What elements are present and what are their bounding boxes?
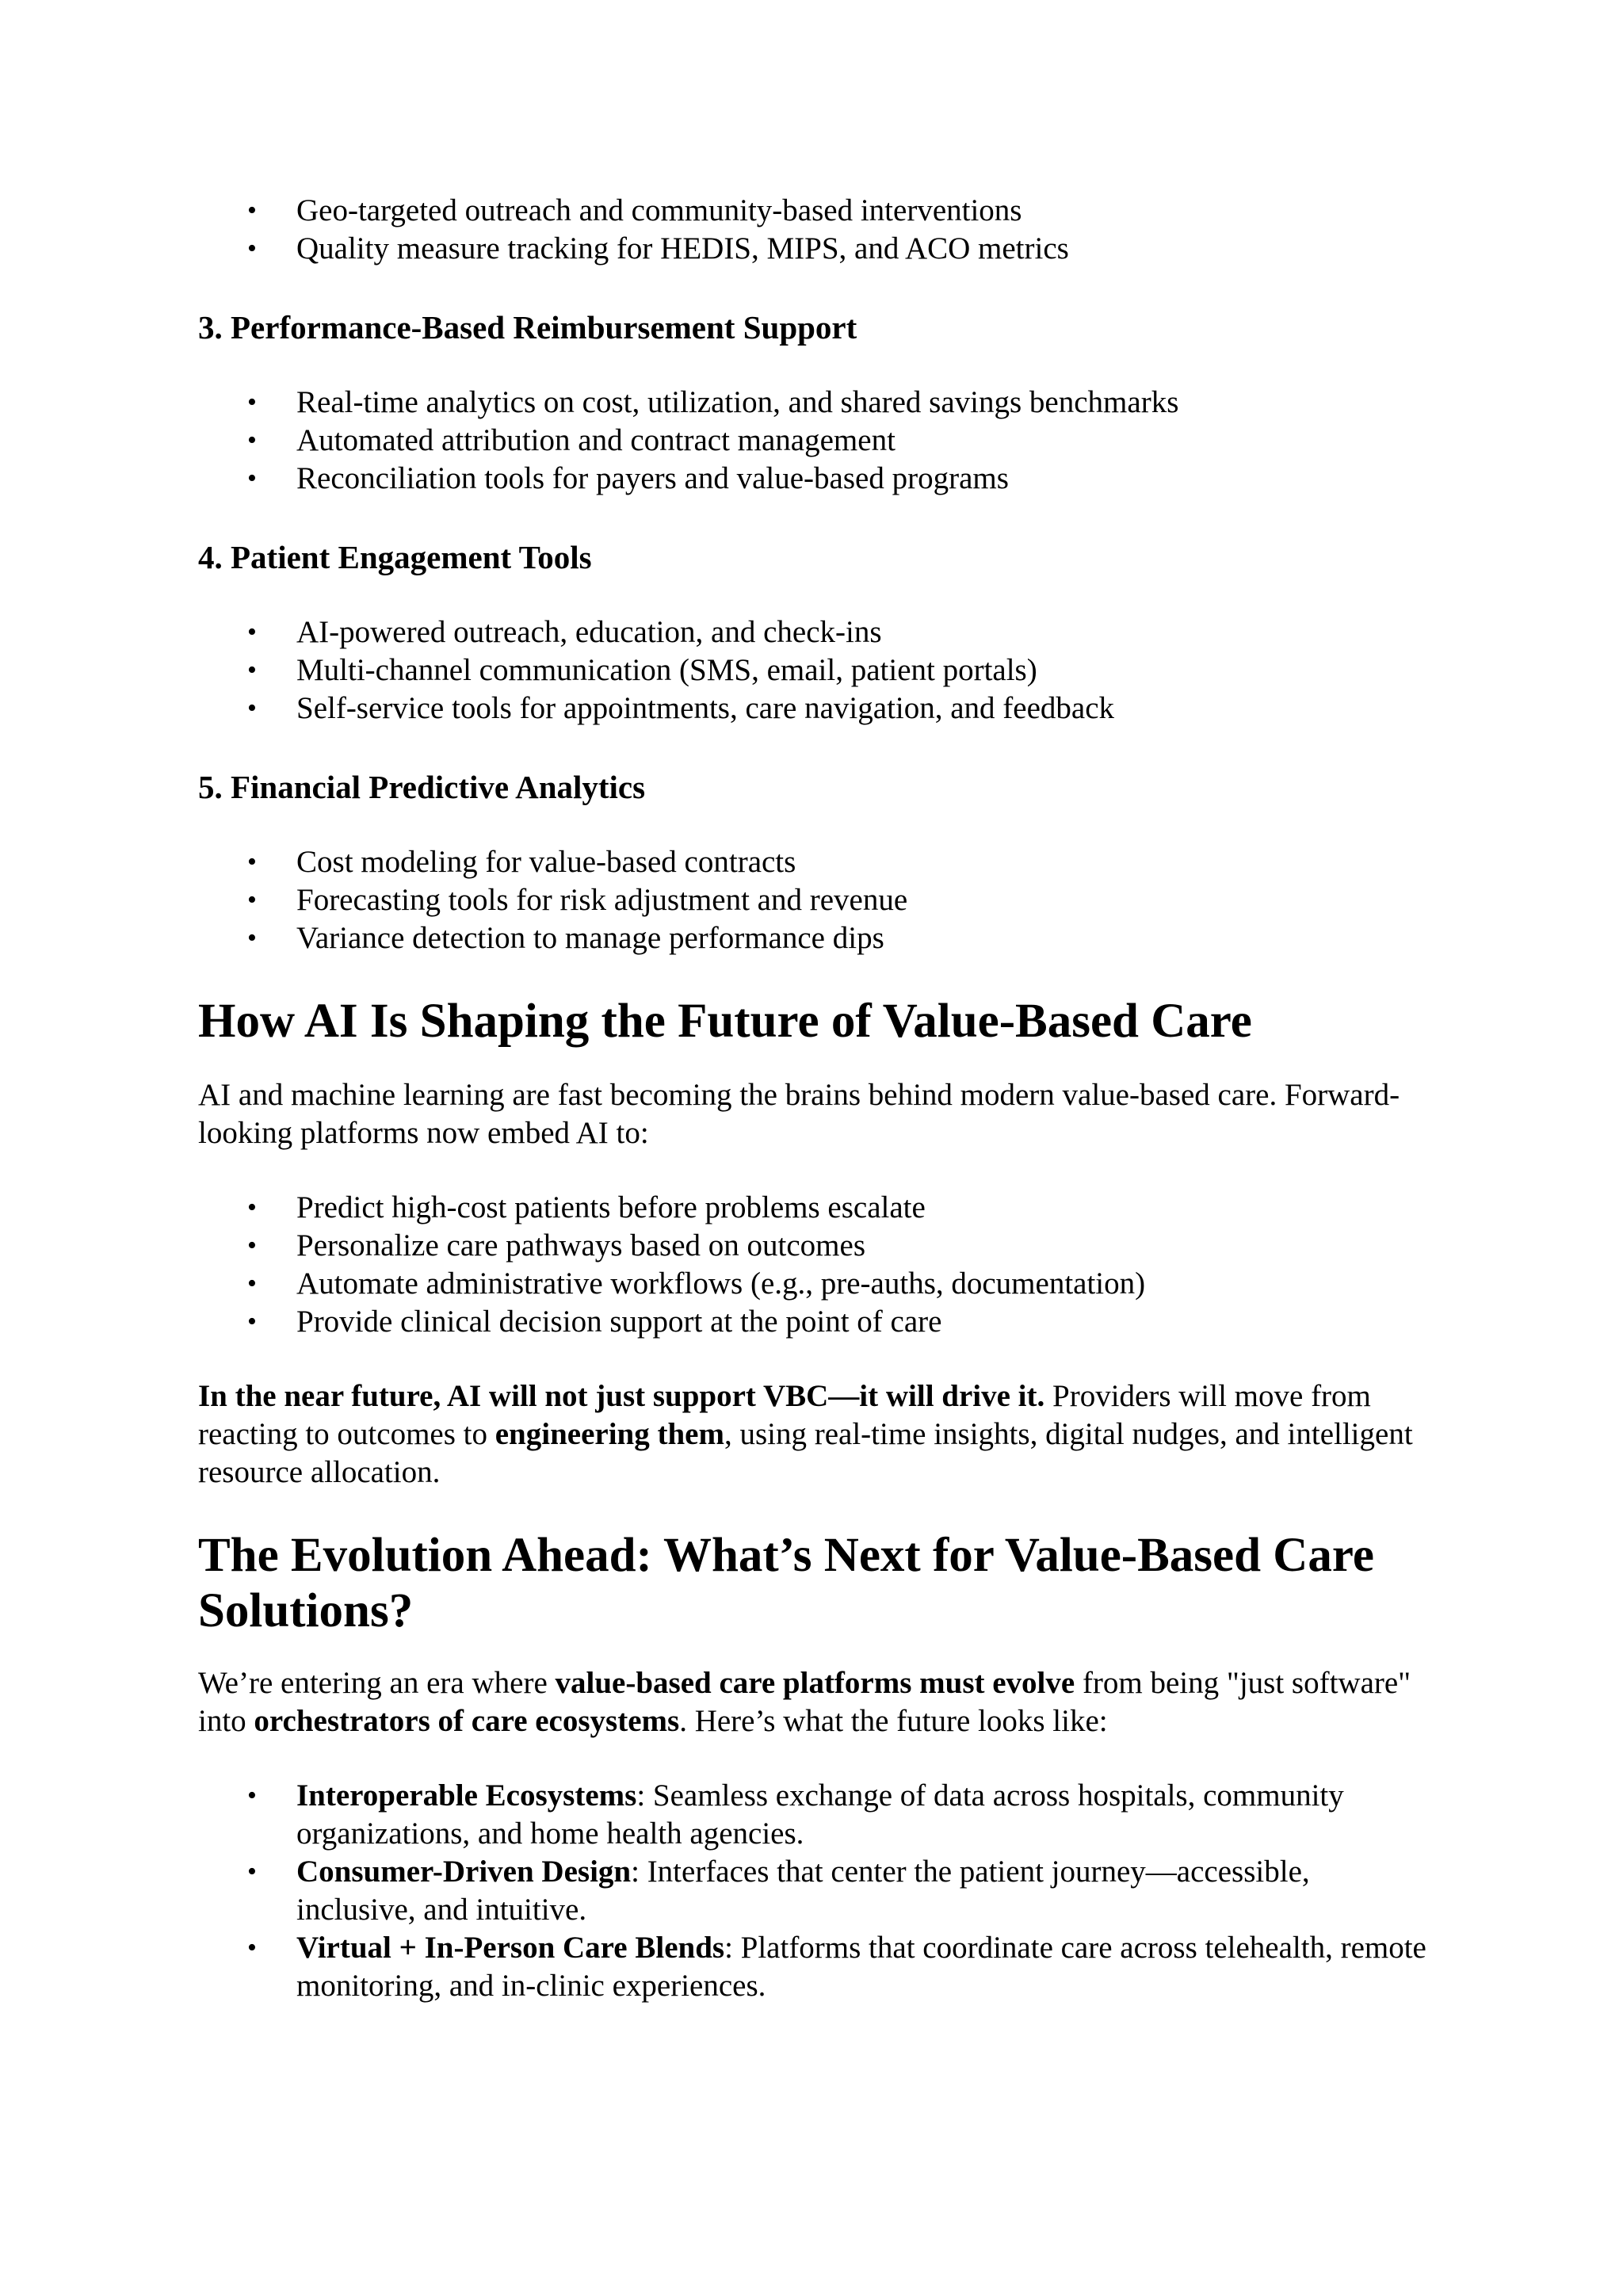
list-item: • Reconciliation tools for payers and value-based programs — [198, 460, 1434, 498]
item-description: : Platforms that coordinate care across telehealth, remote monitoring, and in-clinic experiences. — [296, 1931, 1426, 2003]
document-page — [198, 192, 1434, 2005]
item-term: Virtual + In-Person Care Blends — [296, 1931, 725, 1965]
list-item: • Cost modeling for value-based contracts — [198, 843, 1434, 881]
bullet-list-ai — [198, 1189, 1434, 1341]
list-item: • Self-service tools for appointments, care navigation, and feedback — [198, 690, 1434, 728]
section-5-heading: 5. Financial Predictive Analytics — [198, 769, 646, 805]
section-3-heading: 3. Performance-Based Reimbursement Support — [198, 309, 857, 346]
list-item: • Personalize care pathways based on outcomes — [198, 1227, 1434, 1265]
closing-bold-statement: In the near future, AI will not just support VBC—it will drive it. — [198, 1379, 1045, 1413]
ai-section-heading: How AI Is Shaping the Future of Value-Based Care — [198, 995, 1252, 1048]
list-item — [198, 1853, 1434, 1929]
list-item: • Geo-targeted outreach and community-based interventions — [198, 192, 1434, 230]
bullet-list-engagement — [198, 613, 1434, 728]
closing-bold-term: engineering them — [495, 1417, 724, 1451]
ai-section-intro: AI and machine learning are fast becoming the brains behind modern value-based care. Forward-looking platforms now embed AI to: — [198, 1078, 1400, 1150]
list-item: • Predict high-cost patients before problems escalate — [198, 1189, 1434, 1227]
list-item: • Real-time analytics on cost, utilization, and shared savings benchmarks — [198, 384, 1434, 422]
list-item — [198, 1777, 1434, 1853]
list-item — [198, 1929, 1434, 2005]
list-item: • Multi-channel communication (SMS, email, patient portals) — [198, 651, 1434, 690]
bullet-list-evolution — [198, 1777, 1434, 2005]
section-4-heading: 4. Patient Engagement Tools — [198, 539, 592, 575]
item-description: : Seamless exchange of data across hospitals, community organizations, and home health agencies. — [296, 1778, 1344, 1851]
item-description: : Interfaces that center the patient journey—accessible, inclusive, and intuitive. — [296, 1855, 1310, 1927]
list-item: • Forecasting tools for risk adjustment and revenue — [198, 881, 1434, 919]
list-item: • Provide clinical decision support at the point of care — [198, 1303, 1434, 1341]
bullet-list-reimbursement — [198, 384, 1434, 498]
intro-text: . Here’s what the future looks like: — [679, 1704, 1108, 1738]
list-item: • Quality measure tracking for HEDIS, MIPS, and ACO metrics — [198, 230, 1434, 268]
intro-text: from being "just software" into — [198, 1666, 1411, 1738]
ai-section-closing — [198, 1377, 1434, 1492]
list-item: • Automate administrative workflows (e.g., pre-auths, documentation) — [198, 1265, 1434, 1303]
intro-bold-phrase: orchestrators of care ecosystems — [254, 1704, 680, 1738]
evolution-section-heading: The Evolution Ahead: What’s Next for Value-Based Care Solutions? — [198, 1529, 1374, 1637]
intro-bold-phrase: value-based care platforms must evolve — [555, 1666, 1075, 1700]
list-item: • Variance detection to manage performance dips — [198, 919, 1434, 957]
closing-text: Providers will move from reacting to outcomes to — [198, 1379, 1371, 1451]
item-term: Consumer-Driven Design — [296, 1855, 632, 1889]
list-item: • AI-powered outreach, education, and check-ins — [198, 613, 1434, 651]
intro-text: We’re entering an era where — [198, 1666, 556, 1700]
bullet-list-outreach — [198, 192, 1434, 268]
list-item: • Automated attribution and contract management — [198, 422, 1434, 460]
evolution-intro — [198, 1664, 1434, 1740]
bullet-list-financial — [198, 843, 1434, 957]
item-term: Interoperable Ecosystems — [296, 1778, 637, 1813]
closing-text: , using real-time insights, digital nudges, and intelligent resource allocation. — [198, 1417, 1413, 1489]
